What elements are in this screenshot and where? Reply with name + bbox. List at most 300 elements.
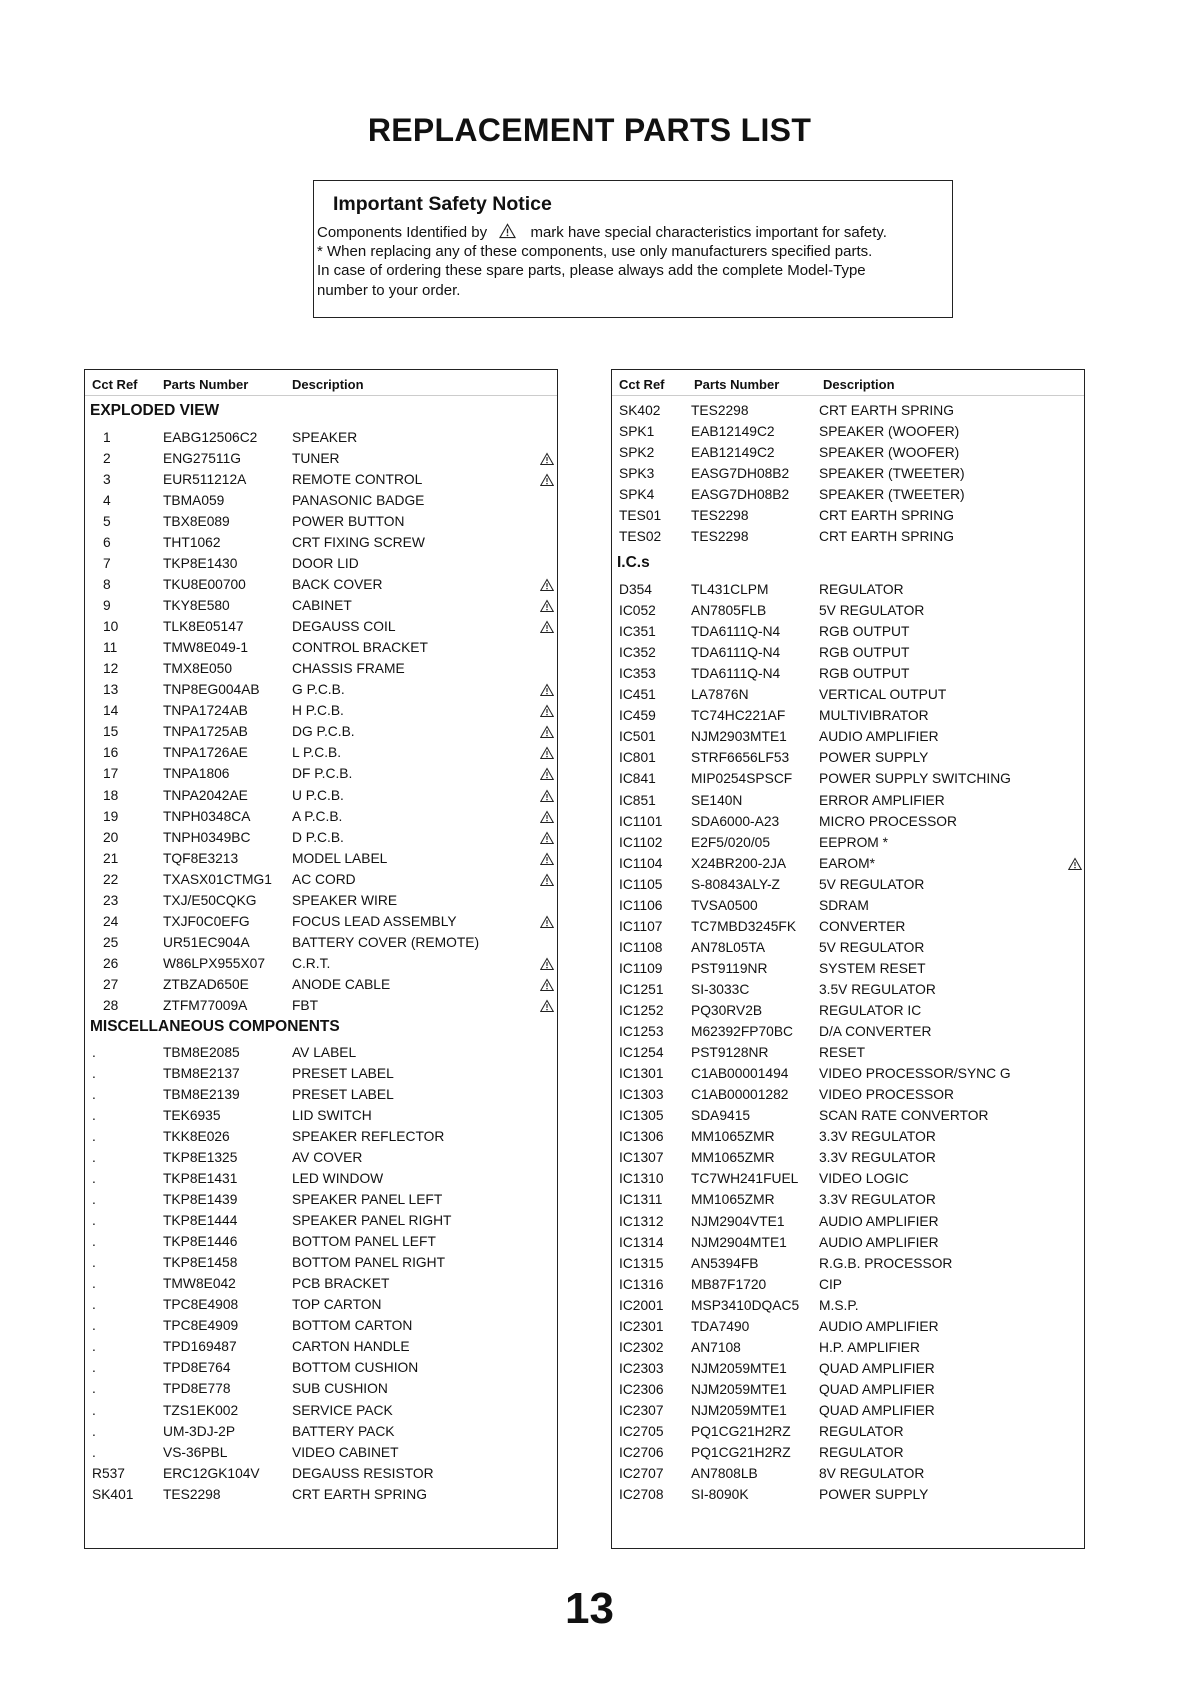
table-row <box>85 1191 557 1211</box>
cct-ref-cell: IC2307 <box>619 1402 664 1418</box>
cct-ref-cell: SK401 <box>92 1486 134 1502</box>
cct-ref-cell: 20 <box>103 829 119 845</box>
cct-ref-cell: IC1104 <box>619 855 663 871</box>
table-row <box>612 707 1084 727</box>
warning-triangle-icon <box>540 599 554 613</box>
parts-number-cell: ENG27511G <box>163 451 241 467</box>
description-cell: CRT FIXING SCREW <box>292 535 425 551</box>
parts-table-right <box>611 369 1085 1549</box>
cct-ref-cell: . <box>92 1213 96 1229</box>
notice-line-1a: Components Identified by <box>317 224 488 241</box>
page-title: REPLACEMENT PARTS LIST <box>367 112 812 148</box>
table-row <box>85 892 557 912</box>
description-cell: RESET <box>819 1045 865 1061</box>
description-cell: FOCUS LEAD ASSEMBLY <box>292 913 457 929</box>
description-cell: BOTTOM PANEL RIGHT <box>292 1255 446 1271</box>
parts-number-cell: TC74HC221AF <box>691 708 786 724</box>
cct-ref-cell: IC351 <box>619 624 656 640</box>
parts-number-cell: THT1062 <box>163 535 221 551</box>
description-cell: ANODE CABLE <box>292 976 391 992</box>
table-row <box>85 1254 557 1274</box>
description-cell: PANASONIC BADGE <box>292 493 425 509</box>
cct-ref-cell: . <box>92 1276 96 1292</box>
description-cell: LED WINDOW <box>292 1171 384 1187</box>
warning-triangle-icon <box>540 473 554 487</box>
parts-number-cell: TKP8E1458 <box>163 1255 238 1271</box>
cct-ref-cell: . <box>92 1108 96 1124</box>
description-cell: RGB OUTPUT <box>819 624 910 640</box>
cct-ref-cell: 16 <box>103 745 119 761</box>
cct-ref-cell: IC1107 <box>619 918 663 934</box>
parts-table-left <box>84 369 558 1549</box>
parts-number-cell: NJM2059MTE1 <box>691 1402 787 1418</box>
table-row <box>85 744 557 764</box>
cct-ref-cell: . <box>92 1318 96 1334</box>
description-cell: SYSTEM RESET <box>819 960 926 976</box>
parts-number-cell: TDA6111Q-N4 <box>691 645 781 661</box>
parts-number-cell: TNPA1725AB <box>163 724 248 740</box>
description-cell: CRT EARTH SPRING <box>292 1486 427 1502</box>
parts-number-cell: TXJ/E50CQKG <box>163 892 257 908</box>
parts-number-cell: TDA7490 <box>691 1318 750 1334</box>
parts-number-cell: TMX8E050 <box>163 661 233 677</box>
description-cell: BOTTOM PANEL LEFT <box>292 1234 436 1250</box>
cct-ref-cell: IC1314 <box>619 1234 664 1250</box>
table-row <box>612 581 1084 601</box>
table-row <box>612 1486 1084 1506</box>
table-row <box>612 770 1084 790</box>
table-header <box>85 370 557 396</box>
description-cell: QUAD AMPLIFIER <box>819 1402 935 1418</box>
parts-number-cell: STRF6656LF53 <box>691 750 790 766</box>
parts-number-cell: TKP8E1431 <box>163 1171 238 1187</box>
table-row <box>85 660 557 680</box>
table-row <box>85 1170 557 1190</box>
description-cell: A P.C.B. <box>292 808 343 824</box>
cct-ref-cell: IC1252 <box>619 1003 664 1018</box>
cct-ref-cell: IC2707 <box>619 1466 664 1482</box>
notice-line-1 <box>317 223 887 241</box>
cct-ref-cell: . <box>92 1234 96 1250</box>
cct-ref-cell: D354 <box>619 582 652 597</box>
table-row <box>85 913 557 933</box>
table-row <box>612 1255 1084 1275</box>
table-row <box>85 429 557 449</box>
table-row <box>612 1318 1084 1338</box>
description-cell: REGULATOR IC <box>819 1003 922 1018</box>
cct-ref-cell: . <box>92 1444 96 1460</box>
parts-number-cell: AN7108 <box>691 1339 741 1355</box>
cct-ref-cell: 6 <box>103 535 111 551</box>
cct-ref-cell: 14 <box>103 703 119 719</box>
description-cell: 3.5V REGULATOR <box>819 981 936 997</box>
section-heading: I.C.s <box>617 554 650 571</box>
cct-ref-cell: IC2708 <box>619 1487 664 1503</box>
table-row <box>612 1170 1084 1190</box>
cct-ref-cell: IC1253 <box>619 1024 664 1040</box>
table-row <box>85 808 557 828</box>
parts-number-cell: TMW8E042 <box>163 1276 236 1292</box>
parts-number-cell: TXASX01CTMG1 <box>163 871 272 887</box>
table-row <box>612 1002 1084 1022</box>
cct-ref-cell: IC2303 <box>619 1360 664 1376</box>
table-row <box>612 644 1084 664</box>
table-row <box>612 444 1084 464</box>
cct-ref-cell: . <box>92 1129 96 1145</box>
parts-number-cell: TNPH0348CA <box>163 808 251 824</box>
description-cell: PCB BRACKET <box>292 1276 390 1292</box>
cct-ref-cell: 18 <box>103 787 119 803</box>
cct-ref-cell: 26 <box>103 955 119 971</box>
table-row <box>85 976 557 996</box>
cct-ref-cell: 15 <box>103 724 119 740</box>
table-row <box>85 513 557 533</box>
description-cell: AV COVER <box>292 1150 363 1166</box>
col-parts-number: Parts Number <box>163 377 249 392</box>
cct-ref-cell: 2 <box>103 451 111 467</box>
cct-ref-cell: 11 <box>103 640 118 656</box>
parts-number-cell: MSP3410DQAC5 <box>691 1297 800 1313</box>
description-cell: REMOTE CONTROL <box>292 472 423 488</box>
cct-ref-cell: 25 <box>103 934 119 950</box>
description-cell: 5V REGULATOR <box>819 603 925 619</box>
table-row <box>85 597 557 617</box>
description-cell: D P.C.B. <box>292 829 344 845</box>
cct-ref-cell: IC1315 <box>619 1255 664 1271</box>
parts-number-cell: EUR511212A <box>163 472 247 488</box>
warning-triangle-icon <box>540 452 554 466</box>
page-number: 13 <box>565 1584 614 1633</box>
parts-number-cell: SI-8090K <box>691 1487 749 1503</box>
table-row <box>85 1149 557 1169</box>
description-cell: SPEAKER PANEL LEFT <box>292 1192 443 1208</box>
description-cell: DEGAUSS RESISTOR <box>292 1465 434 1481</box>
cct-ref-cell: TES01 <box>619 508 662 524</box>
description-cell: BOTTOM CUSHION <box>292 1360 419 1376</box>
description-cell: D/A CONVERTER <box>819 1024 932 1040</box>
table-row <box>612 749 1084 769</box>
warning-triangle-icon <box>499 223 516 239</box>
parts-number-cell: X24BR200-2JA <box>691 855 787 871</box>
table-row <box>612 981 1084 1001</box>
parts-number-cell: EABG12506C2 <box>163 430 258 445</box>
cct-ref-cell: SPK2 <box>619 445 655 461</box>
table-row <box>612 834 1084 854</box>
description-cell: SPEAKER WIRE <box>292 892 398 908</box>
parts-number-cell: AN78L05TA <box>691 939 766 955</box>
cct-ref-cell: IC2705 <box>619 1424 664 1439</box>
parts-number-cell: PQ1CG21H2RZ <box>691 1445 791 1461</box>
warning-triangle-icon <box>540 746 554 760</box>
parts-number-cell: AN5394FB <box>691 1255 759 1271</box>
parts-number-cell: TKP8E1325 <box>163 1150 238 1166</box>
description-cell: VIDEO LOGIC <box>819 1171 909 1187</box>
description-cell: 3.3V REGULATOR <box>819 1192 936 1208</box>
cct-ref-cell: 19 <box>103 808 119 824</box>
description-cell: SDRAM <box>819 897 869 913</box>
cct-ref-cell: 12 <box>103 661 119 677</box>
table-row <box>85 681 557 701</box>
description-cell: G P.C.B. <box>292 682 345 698</box>
parts-number-cell: TES2298 <box>691 403 749 418</box>
col-description: Description <box>292 377 364 392</box>
parts-number-cell: MIP0254SPSCF <box>691 771 793 787</box>
description-cell: AUDIO AMPLIFIER <box>819 1213 939 1229</box>
table-row <box>85 829 557 849</box>
warning-triangle-icon <box>540 683 554 697</box>
table-row <box>612 876 1084 896</box>
parts-number-cell: TKK8E026 <box>163 1129 230 1145</box>
parts-number-cell: TMW8E049-1 <box>163 640 249 656</box>
description-cell: AC CORD <box>292 871 356 887</box>
cct-ref-cell: IC1305 <box>619 1108 664 1124</box>
description-cell: H.P. AMPLIFIER <box>819 1339 920 1355</box>
parts-number-cell: NJM2059MTE1 <box>691 1381 787 1397</box>
description-cell: SPEAKER (TWEETER) <box>819 466 965 482</box>
parts-number-cell: E2F5/020/05 <box>691 834 771 850</box>
cct-ref-cell: 1 <box>103 430 111 445</box>
table-row <box>85 787 557 807</box>
description-cell: QUAD AMPLIFIER <box>819 1360 935 1376</box>
parts-number-cell: TQF8E3213 <box>163 850 239 866</box>
notice-heading: Important Safety Notice <box>333 193 552 215</box>
parts-number-cell: TL431CLPM <box>691 582 769 597</box>
table-row <box>612 939 1084 959</box>
parts-number-cell: TZS1EK002 <box>163 1402 239 1418</box>
cct-ref-cell: . <box>92 1045 96 1060</box>
parts-number-cell: ZTBZAD650E <box>163 976 249 992</box>
cct-ref-cell: 5 <box>103 514 111 530</box>
cct-ref-cell: IC1307 <box>619 1150 664 1166</box>
warning-triangle-icon <box>540 999 554 1013</box>
description-cell: U P.C.B. <box>292 787 344 803</box>
table-row <box>85 765 557 785</box>
parts-number-cell: ZTFM77009A <box>163 997 248 1013</box>
description-cell: R.G.B. PROCESSOR <box>819 1255 953 1271</box>
table-row <box>612 528 1084 548</box>
cct-ref-cell: IC052 <box>619 603 656 619</box>
description-cell: REGULATOR <box>819 1424 904 1439</box>
table-row <box>612 813 1084 833</box>
safety-notice-box <box>313 180 953 318</box>
table-row <box>85 702 557 722</box>
cct-ref-cell: IC1102 <box>619 834 663 850</box>
parts-number-cell: MM1065ZMR <box>691 1192 775 1208</box>
description-cell: AUDIO AMPLIFIER <box>819 729 939 745</box>
warning-triangle-icon <box>540 620 554 634</box>
parts-number-cell: PST9119NR <box>691 960 768 976</box>
cct-ref-cell: . <box>92 1066 96 1082</box>
parts-number-cell: TPD8E778 <box>163 1381 231 1397</box>
table-row <box>85 1107 557 1127</box>
description-cell: DEGAUSS COIL <box>292 619 396 635</box>
cct-ref-cell: R537 <box>92 1465 125 1481</box>
description-cell: 3.3V REGULATOR <box>819 1129 936 1145</box>
parts-number-cell: NJM2904VTE1 <box>691 1213 785 1229</box>
table-row <box>612 1276 1084 1296</box>
description-cell: PRESET LABEL <box>292 1087 394 1103</box>
warning-triangle-icon <box>540 852 554 866</box>
cct-ref-cell: IC352 <box>619 645 656 661</box>
cct-ref-cell: IC1254 <box>619 1045 664 1061</box>
table-row <box>85 1044 557 1064</box>
cct-ref-cell: IC2301 <box>619 1318 664 1334</box>
description-cell: EAROM* <box>819 855 875 871</box>
cct-ref-cell: IC1105 <box>619 876 663 892</box>
cct-ref-cell: 21 <box>103 850 119 866</box>
parts-number-cell: TKU8E00700 <box>163 577 246 593</box>
parts-number-cell: S-80843ALY-Z <box>691 876 780 892</box>
table-row <box>85 492 557 512</box>
table-row <box>612 1339 1084 1359</box>
table-row <box>85 555 557 575</box>
table-row <box>85 1338 557 1358</box>
table-row <box>85 1402 557 1422</box>
table-row <box>612 1423 1084 1443</box>
warning-triangle-icon <box>540 704 554 718</box>
parts-number-cell: TNPA1726AE <box>163 745 248 761</box>
cct-ref-cell: IC1316 <box>619 1276 664 1292</box>
table-row <box>85 1465 557 1485</box>
parts-number-cell: UR51EC904A <box>163 934 250 950</box>
table-row <box>612 1297 1084 1317</box>
cct-ref-cell: IC501 <box>619 729 656 745</box>
table-row <box>612 1149 1084 1169</box>
cct-ref-cell: IC1310 <box>619 1171 664 1187</box>
parts-number-cell: TKY8E580 <box>163 598 230 614</box>
cct-ref-cell: IC1312 <box>619 1213 664 1229</box>
description-cell: BACK COVER <box>292 577 383 593</box>
description-cell: DF P.C.B. <box>292 766 353 782</box>
parts-number-cell: M62392FP70BC <box>691 1024 794 1040</box>
cct-ref-cell: IC2706 <box>619 1445 664 1461</box>
table-row <box>612 507 1084 527</box>
warning-triangle-icon <box>540 978 554 992</box>
table-row <box>85 1296 557 1316</box>
cct-ref-cell: 27 <box>103 976 119 992</box>
cct-ref-cell: IC1101 <box>619 813 663 829</box>
parts-number-cell: TBM8E2139 <box>163 1087 240 1103</box>
description-cell: SPEAKER (WOOFER) <box>819 445 960 461</box>
parts-number-cell: MB87F1720 <box>691 1276 767 1292</box>
description-cell: FBT <box>292 997 319 1013</box>
description-cell: 5V REGULATOR <box>819 876 925 892</box>
description-cell: DOOR LID <box>292 556 359 572</box>
cct-ref-cell: IC2302 <box>619 1339 664 1355</box>
cct-ref-cell: IC1109 <box>619 960 663 976</box>
table-row <box>85 1233 557 1253</box>
cct-ref-cell: IC1301 <box>619 1066 664 1082</box>
table-row <box>85 934 557 954</box>
col-cct-ref: Cct Ref <box>619 377 665 392</box>
warning-triangle-icon <box>540 873 554 887</box>
description-cell: BATTERY COVER (REMOTE) <box>292 934 480 950</box>
parts-number-cell: NJM2903MTE1 <box>691 729 787 745</box>
parts-number-cell: TBMA059 <box>163 493 225 509</box>
cct-ref-cell: 9 <box>103 598 111 614</box>
table-row <box>612 1402 1084 1422</box>
description-cell: CRT EARTH SPRING <box>819 403 954 418</box>
parts-number-cell: SDA9415 <box>691 1108 751 1124</box>
table-row <box>85 997 557 1017</box>
cct-ref-cell: IC2306 <box>619 1381 664 1397</box>
table-row <box>612 728 1084 748</box>
table-row <box>612 465 1084 485</box>
table-header <box>612 370 1084 396</box>
table-row <box>85 639 557 659</box>
description-cell: MICRO PROCESSOR <box>819 813 957 829</box>
cct-ref-cell: . <box>92 1255 96 1271</box>
cct-ref-cell: . <box>92 1423 96 1439</box>
table-row <box>612 623 1084 643</box>
col-description: Description <box>823 377 895 392</box>
description-cell: TUNER <box>292 451 340 467</box>
parts-number-cell: TES2298 <box>691 508 749 524</box>
cct-ref-cell: IC459 <box>619 708 656 724</box>
description-cell: SUB CUSHION <box>292 1381 388 1397</box>
table-row <box>85 1486 557 1506</box>
table-row <box>612 1213 1084 1233</box>
parts-number-cell: TPD8E764 <box>163 1360 231 1376</box>
parts-number-cell: TKP8E1430 <box>163 556 238 572</box>
description-cell: BOTTOM CARTON <box>292 1318 413 1334</box>
cct-ref-cell: IC851 <box>619 792 656 808</box>
cct-ref-cell: IC841 <box>619 771 656 787</box>
parts-number-cell: TPD169487 <box>163 1339 237 1355</box>
description-cell: C.R.T. <box>292 955 331 971</box>
cct-ref-cell: 24 <box>103 913 119 929</box>
cct-ref-cell: SPK4 <box>619 487 655 503</box>
cct-ref-cell: . <box>92 1360 96 1376</box>
parts-number-cell: TKP8E1439 <box>163 1192 238 1208</box>
table-row <box>612 855 1084 875</box>
description-cell: SPEAKER <box>292 430 358 445</box>
table-row <box>85 723 557 743</box>
parts-number-cell: TDA6111Q-N4 <box>691 666 781 682</box>
description-cell: POWER BUTTON <box>292 514 405 530</box>
parts-number-cell: TKP8E1444 <box>163 1213 238 1229</box>
description-cell: SCAN RATE CONVERTOR <box>819 1108 989 1124</box>
description-cell: M.S.P. <box>819 1297 859 1313</box>
table-row <box>612 665 1084 685</box>
table-row <box>612 602 1084 622</box>
table-row <box>612 1381 1084 1401</box>
description-cell: ERROR AMPLIFIER <box>819 792 945 808</box>
cct-ref-cell: IC353 <box>619 666 656 682</box>
cct-ref-cell: . <box>92 1339 96 1355</box>
table-row <box>85 1212 557 1232</box>
cct-ref-cell: IC1303 <box>619 1087 664 1103</box>
parts-number-cell: W86LPX955X07 <box>163 955 266 971</box>
parts-number-cell: TDA6111Q-N4 <box>691 624 781 640</box>
warning-triangle-icon <box>540 831 554 845</box>
table-row <box>85 1275 557 1295</box>
table-row <box>612 1465 1084 1485</box>
table-row <box>612 1360 1084 1380</box>
parts-number-cell: TKP8E1446 <box>163 1234 238 1250</box>
table-row <box>85 450 557 470</box>
table-row <box>85 850 557 870</box>
notice-line-2: * When replacing any of these components, use only manufacturers specified parts. <box>317 243 873 260</box>
description-cell: H P.C.B. <box>292 703 344 719</box>
cct-ref-cell: . <box>92 1192 96 1208</box>
description-cell: MODEL LABEL <box>292 850 388 866</box>
description-cell: L P.C.B. <box>292 745 342 761</box>
description-cell: BATTERY PACK <box>292 1423 395 1439</box>
table-row <box>612 686 1084 706</box>
description-cell: LID SWITCH <box>292 1108 372 1124</box>
parts-number-cell: ERC12GK104V <box>163 1465 260 1481</box>
